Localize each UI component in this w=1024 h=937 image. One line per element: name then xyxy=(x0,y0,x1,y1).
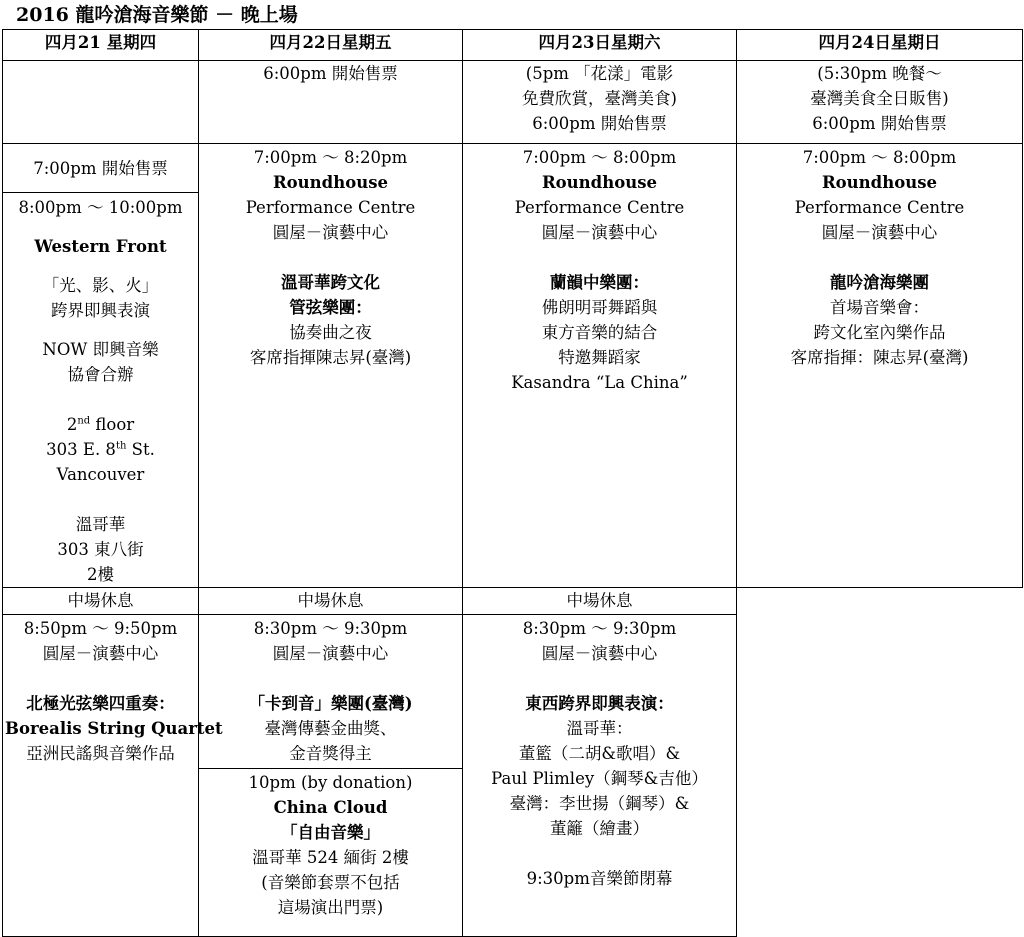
thu-venue: Western Front xyxy=(34,237,167,256)
sun-venue2-cn: 圓屋－演藝中心 xyxy=(541,644,658,663)
sat-second-show xyxy=(199,615,463,769)
sat-prog-4: Kasandra “La China” xyxy=(511,373,688,392)
fri-venue-2: Performance Centre xyxy=(245,198,416,217)
sun-venue-2: Performance Centre xyxy=(794,198,965,217)
thu-title-1: 「光、影、火」 xyxy=(42,276,159,295)
sat-film: (5pm 「花漾」電影 xyxy=(525,64,674,83)
sun-sales: 6:00pm 開始售票 xyxy=(812,114,947,133)
sun-act-1: 龍吟滄海樂團 xyxy=(830,273,929,292)
sun-closing: 9:30pm音樂節閉幕 xyxy=(526,869,673,888)
pre-show-sat xyxy=(463,61,737,144)
thu-addr-floor-sup: nd xyxy=(77,415,91,427)
pre-show-fri xyxy=(199,61,463,144)
page-title: 2016 龍吟滄海音樂節 － 晚上場 xyxy=(16,4,298,26)
first-show-row xyxy=(3,144,1023,588)
sun-act2-4: Paul Plimley（鋼琴&吉他） xyxy=(491,769,708,788)
sat-act2-3: 金音獎得主 xyxy=(289,744,372,763)
sun-first-show xyxy=(737,144,1023,588)
sat-first-show xyxy=(463,144,737,588)
sat-time-1: 7:00pm ～ 8:00pm xyxy=(522,148,677,167)
thu-addr-street-b: St. xyxy=(126,440,155,459)
sun-cond: 客席指揮：陳志昇(臺灣) xyxy=(790,348,969,367)
thu-cn-3: 2樓 xyxy=(87,565,114,584)
header-sat: 四月23日星期六 xyxy=(463,30,737,61)
header-row xyxy=(3,30,1023,61)
sat-sales: 6:00pm 開始售票 xyxy=(532,114,667,133)
fri-act2-2: Borealis String Quartet xyxy=(5,719,223,738)
sun-second-show xyxy=(463,615,737,937)
fri-prog2: 亞洲民謠與音樂作品 xyxy=(26,744,175,763)
thu-addr-floor xyxy=(3,412,198,437)
fri-prog: 協奏曲之夜 xyxy=(289,323,372,342)
pre-show-sun xyxy=(737,61,1023,144)
sun-time-1: 7:00pm ～ 8:00pm xyxy=(802,148,957,167)
sat-late-show xyxy=(199,769,463,937)
fri-venue2-cn: 圓屋－演藝中心 xyxy=(42,644,159,663)
sun-act2-1: 東西跨界即興表演： xyxy=(525,694,674,713)
fri-intermission: 中場休息 xyxy=(3,588,199,615)
fri-act2-1: 北極光弦樂四重奏： xyxy=(26,694,175,713)
schedule-table xyxy=(2,29,1023,937)
fri-venue-bold: Roundhouse xyxy=(272,173,389,192)
thu-sales: 7:00pm 開始售票 xyxy=(33,158,168,178)
thu-addr-street-a: 303 E. 8 xyxy=(46,440,116,459)
thu-show xyxy=(3,193,198,587)
thu-sales-box xyxy=(3,144,198,193)
sat-prog-1: 佛朗明哥舞蹈與 xyxy=(541,298,658,317)
sun-dinner: (5:30pm 晚餐～ xyxy=(817,64,942,83)
sun-time-2: 8:30pm ～ 9:30pm xyxy=(522,619,677,638)
sun-food-note: 臺灣美食全日販售) xyxy=(810,89,949,108)
sat-act-1: 蘭韻中樂團： xyxy=(550,273,649,292)
sat-act2-1: 「卡到音」樂團(臺灣) xyxy=(248,694,413,713)
sat-prog-2: 東方音樂的結合 xyxy=(541,323,658,342)
sat-time-2: 8:30pm ～ 9:30pm xyxy=(253,619,408,638)
sun-prog-1: 首場音樂會： xyxy=(830,298,929,317)
thu-cn-1: 溫哥華 xyxy=(75,515,126,534)
second-show-row xyxy=(3,615,1023,769)
sun-act2-3: 董籃（二胡&歌唱）& xyxy=(518,744,681,763)
sun-intermission: 中場休息 xyxy=(463,588,737,615)
fri-time-2: 8:50pm ～ 9:50pm xyxy=(23,619,178,638)
fri-first-show xyxy=(199,144,463,588)
sat-late-note-2: 這場演出門票) xyxy=(277,898,384,917)
thu-title-2: 跨界即興表演 xyxy=(51,301,150,320)
thu-time: 8:00pm ～ 10:00pm xyxy=(18,198,183,217)
thu-org-1: NOW 即興音樂 xyxy=(42,340,159,359)
sat-act2-2: 臺灣傳藝金曲獎、 xyxy=(264,719,397,738)
thu-addr-city: Vancouver xyxy=(56,465,145,484)
fri-sales: 6:00pm 開始售票 xyxy=(263,64,398,83)
sat-late-addr: 溫哥華 524 緬街 2樓 xyxy=(252,848,409,867)
sun-act2-2: 溫哥華： xyxy=(566,719,633,738)
sun-prog-2: 跨文化室內樂作品 xyxy=(813,323,946,342)
sat-late-note-1: (音樂節套票不包括 xyxy=(261,873,400,892)
sun-act2-5: 臺灣：李世揚（鋼琴）& xyxy=(509,794,690,813)
fri-venue-cn: 圓屋－演藝中心 xyxy=(272,223,389,242)
sun-venue-bold: Roundhouse xyxy=(821,173,938,192)
fri-act-1: 溫哥華跨文化 xyxy=(281,273,380,292)
sat-late-title: 「自由音樂」 xyxy=(281,823,380,842)
thu-cn-2: 303 東八街 xyxy=(57,540,144,559)
sun-act2-6: 董籬（繪畫） xyxy=(550,819,649,838)
fri-time-1: 7:00pm ～ 8:20pm xyxy=(253,148,408,167)
fri-act-2: 管弦樂團： xyxy=(289,298,372,317)
sat-venue-cn: 圓屋－演藝中心 xyxy=(541,223,658,242)
sat-intermission: 中場休息 xyxy=(199,588,463,615)
sun-venue-cn: 圓屋－演藝中心 xyxy=(821,223,938,242)
pre-show-thu xyxy=(3,61,199,144)
thu-addr-floor-num: 2 xyxy=(66,415,78,434)
sat-prog-3: 特邀舞蹈家 xyxy=(558,348,641,367)
thu-org-2: 協會合辦 xyxy=(67,365,134,384)
sat-free-food: 免費欣賞，臺灣美食) xyxy=(522,89,677,108)
header-sun: 四月24日星期日 xyxy=(737,30,1023,61)
sat-late-time: 10pm (by donation) xyxy=(248,773,413,792)
intermission-row xyxy=(3,588,1023,615)
header-fri: 四月22日星期五 xyxy=(199,30,463,61)
header-thu: 四月21 星期四 xyxy=(3,30,199,61)
sat-venue-2: Performance Centre xyxy=(514,198,685,217)
sat-late-act: China Cloud xyxy=(273,798,388,817)
sat-venue2-cn: 圓屋－演藝中心 xyxy=(272,644,389,663)
fri-second-show xyxy=(3,615,223,937)
thu-addr-street xyxy=(3,437,198,462)
sat-venue-bold: Roundhouse xyxy=(541,173,658,192)
thu-cell xyxy=(3,144,199,588)
thu-addr-street-sup: th xyxy=(115,440,127,452)
thu-addr-floor-rest: floor xyxy=(90,415,135,434)
fri-cond: 客席指揮陳志昇(臺灣) xyxy=(249,348,412,367)
pre-show-row xyxy=(3,61,1023,144)
